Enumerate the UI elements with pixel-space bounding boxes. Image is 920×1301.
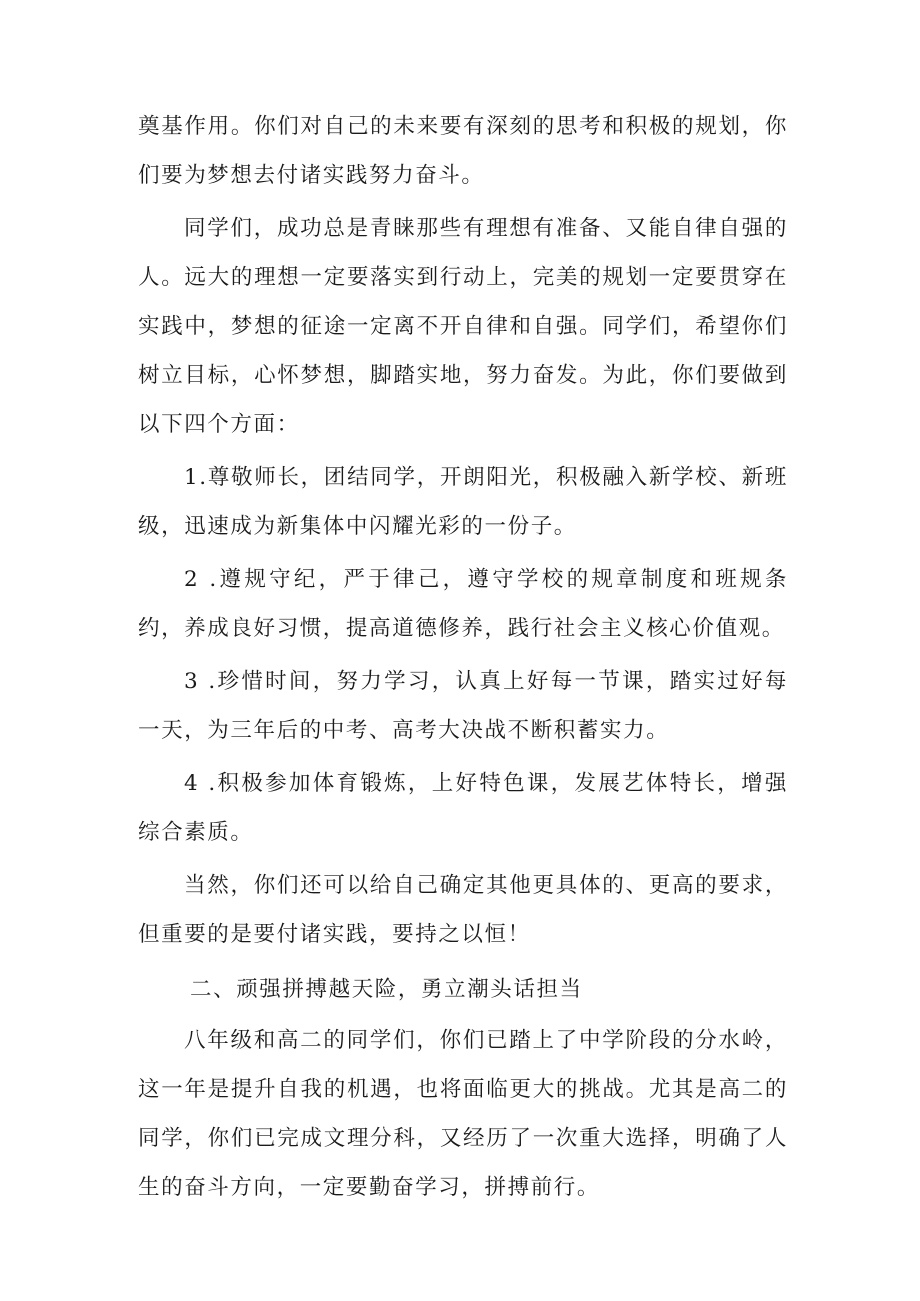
document-body (138, 102, 788, 1212)
list-item-2: 2 .遵规守纪，严于律己，遵守学校的规章制度和班规条约，养成良好习惯，提高道德修养，践行社会主义核心价值观。 (138, 567, 788, 641)
paragraph-success-self-discipline: 同学们，成功总是青睐那些有理想有准备、又能自律自强的人。远大的理想一定要落实到行动上，完美的规划一定要贯穿在实践中，梦想的征途一定离不开自律和自强。同学们，希望你们树立目标，心怀梦想，脚踏实地，努力奋发。为此，你们要做到以下四个方面： (138, 216, 788, 437)
section-heading-2: 二、顽强拼搏越天险，勇立潮头话担当 (190, 977, 583, 1002)
paragraph-persistence: 当然，你们还可以给自己确定其他更具体的、更高的要求，但重要的是要付诸实践，要持之以恒！ (138, 873, 788, 947)
paragraph-continuation: 奠基作用。你们对自己的未来要有深刻的思考和积极的规划，你们要为梦想去付诸实践努力奋斗。 (138, 114, 788, 188)
list-item-1: 1.尊敬师长，团结同学，开朗阳光，积极融入新学校、新班级，迅速成为新集体中闪耀光彩的一份子。 (138, 465, 788, 539)
list-item-3: 3 .珍惜时间，努力学习，认真上好每一节课，踏实过好每一天，为三年后的中考、高考大决战不断积蓄实力。 (138, 669, 788, 743)
list-item-4: 4 .积极参加体育锻炼，上好特色课，发展艺体特长，增强综合素质。 (138, 771, 788, 845)
paragraph-grade-eight-and-senior-two: 八年级和高二的同学们，你们已踏上了中学阶段的分水岭，这一年是提升自我的机遇，也将面临更大的挑战。尤其是高二的同学，你们已完成文理分科，又经历了一次重大选择，明确了人生的奋斗方向，一定要勤奋学习，拼搏前行。 (138, 1028, 788, 1200)
